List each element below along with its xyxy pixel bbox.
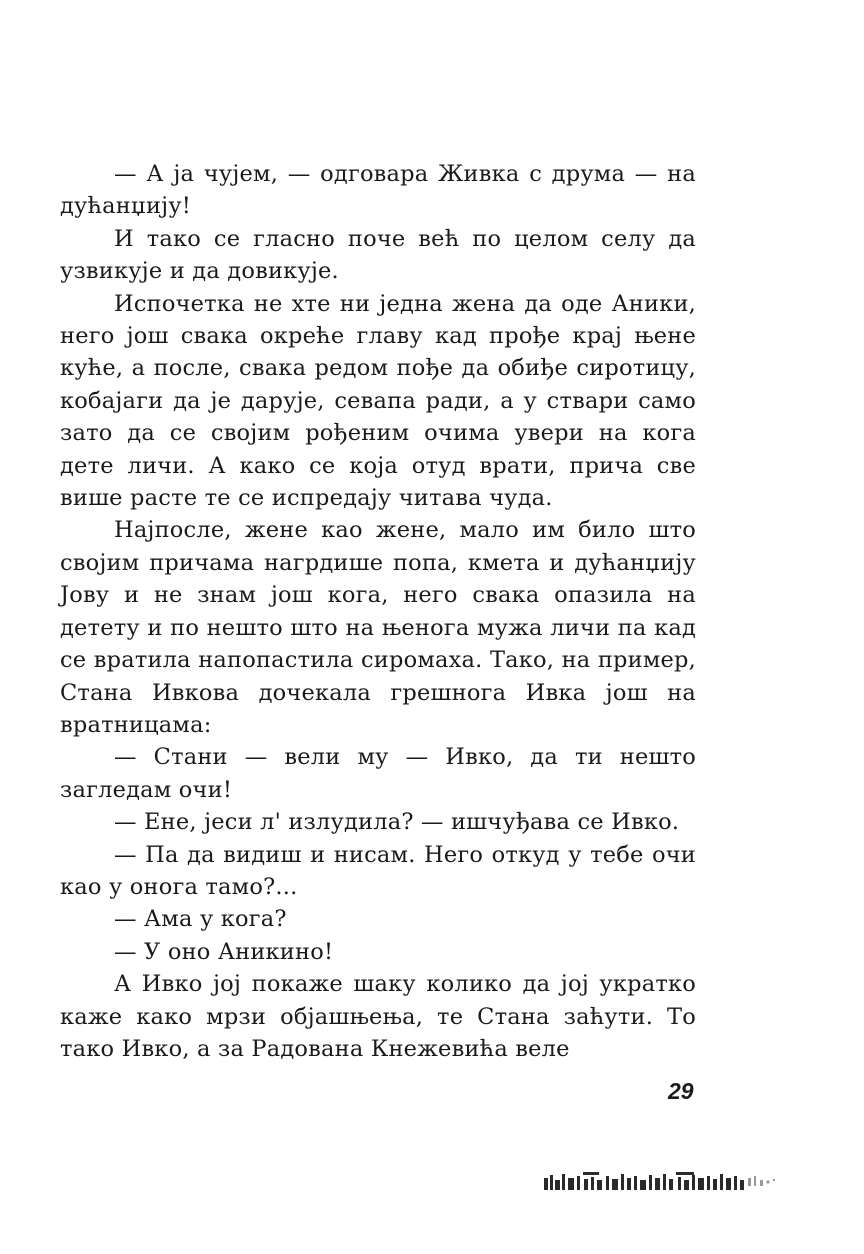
dialogue-line: — Ама у кога?	[114, 906, 287, 933]
dialogue-line: — У оно Аникино!	[114, 938, 334, 965]
paragraph: — А ја чујем, — одговара Живка с друма — на дућанџију!	[60, 161, 696, 220]
paragraph: Најпосле, жене као жене, мало им било што својим причама нагрдише попа, кмета и дућанџију Јову и не знам још кога, него свака опазила на детету и по нешто што на њенога мужа личи па кад се вратила напопастила сиромаха. Тако, на пример, Стана Ивкова дочекала грешнога Ивка још на вратницама:	[60, 517, 696, 738]
library-stamp-icon	[542, 1166, 778, 1194]
dialogue-line: — Па да видиш и нисам. Него откуд у тебе очи као у онога тамо?...	[60, 841, 696, 900]
dialogue-line: — Ене, јеси л' излудила? — ишчуђава се Ивко.	[114, 809, 680, 836]
dialogue-line: — Стани — вели му — Ивко, да ти нешто загледам очи!	[60, 744, 696, 803]
paragraph: Испочетка не хте ни једна жена да оде Аники, него још свака окреће главу кад прође крај њене куће, а после, свака редом пође да обиђе сиротицу, кобајаги да је дарује, севапа ради, а у ствари само зато да се својим рођеним очима увери на кога дете личи. А како се која отуд врати, прича све више расте те се испредају читава чуда.	[60, 290, 696, 512]
paragraph: И тако се гласно поче већ по целом селу да узвикује и да довикује.	[60, 225, 696, 285]
page-number: 29	[668, 1078, 694, 1104]
page-body-text	[60, 158, 696, 1065]
paragraph: А Ивко јој покаже шаку колико да јој укратко каже како мрзи објашњења, те Стана заћути. То тако Ивко, а за Радована Кнежевића веле	[60, 971, 696, 1062]
